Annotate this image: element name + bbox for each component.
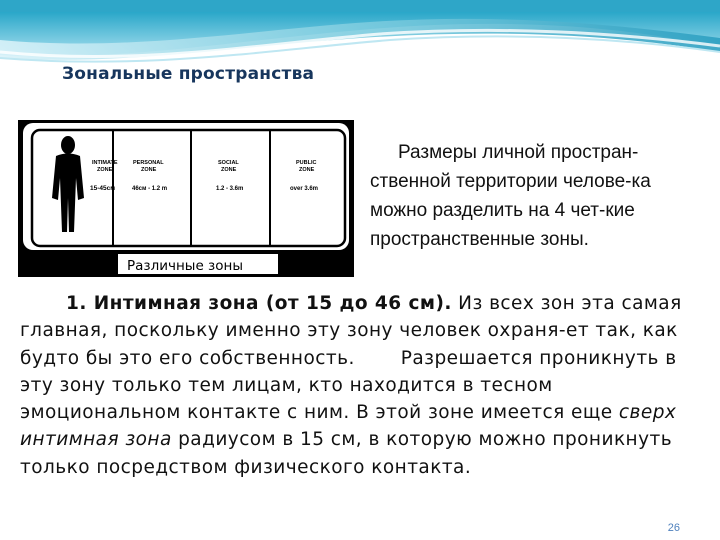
- body-part-2: Разрешается проникнуть в эту зону только тем лицам, кто находится в тесном эмоциональном контакте с ним. В этой зоне имеется еще: [20, 347, 677, 424]
- zone-3-distance: 1.2 - 3.6m: [216, 186, 244, 192]
- zone-1-name-line2: ZONE: [97, 167, 113, 173]
- body-part-1: Из всех зон эта самая главная, поскольку именно эту зону человек охраня-ет так, как будто бы это его собственность.: [20, 293, 682, 369]
- figure-caption: Различные зоны: [127, 258, 243, 274]
- body-part-3: радиусом в 15 см, в которую можно проникнуть только посредством физического контакта.: [20, 429, 673, 478]
- zone-2-name-line1: PERSONAL: [133, 160, 164, 166]
- side-paragraph-text: Размеры личной простран-ственной территории челове-ка можно разделить на 4 чет-кие пространственные зоны.: [370, 142, 651, 250]
- body-italic: сверх интимная зона: [20, 402, 677, 451]
- zone-1-distance: 15-45см: [90, 185, 116, 192]
- page-number: 26: [667, 522, 680, 534]
- zone-4-name-line2: ZONE: [299, 167, 315, 173]
- zone-1-name-line1: INTIMATE: [92, 160, 118, 166]
- zone-3-name-line2: ZONE: [221, 167, 237, 173]
- zone-3-name-line1: SOCIAL: [218, 160, 239, 166]
- zone-2-name-line2: ZONE: [141, 167, 157, 173]
- slide-title: Зональные пространства: [62, 64, 315, 84]
- zone-2-distance: 46см - 1.2 m: [132, 186, 168, 192]
- zone-4-name-line1: PUBLIC: [296, 160, 317, 166]
- side-paragraph: [370, 138, 710, 254]
- zone-4-distance: over 3.6m: [290, 186, 319, 192]
- body-paragraph: [20, 290, 714, 481]
- zones-figure: [18, 120, 354, 277]
- body-heading: 1. Интимная зона (от 15 до 46 см).: [66, 293, 452, 314]
- header-wave-decoration: [0, 0, 720, 70]
